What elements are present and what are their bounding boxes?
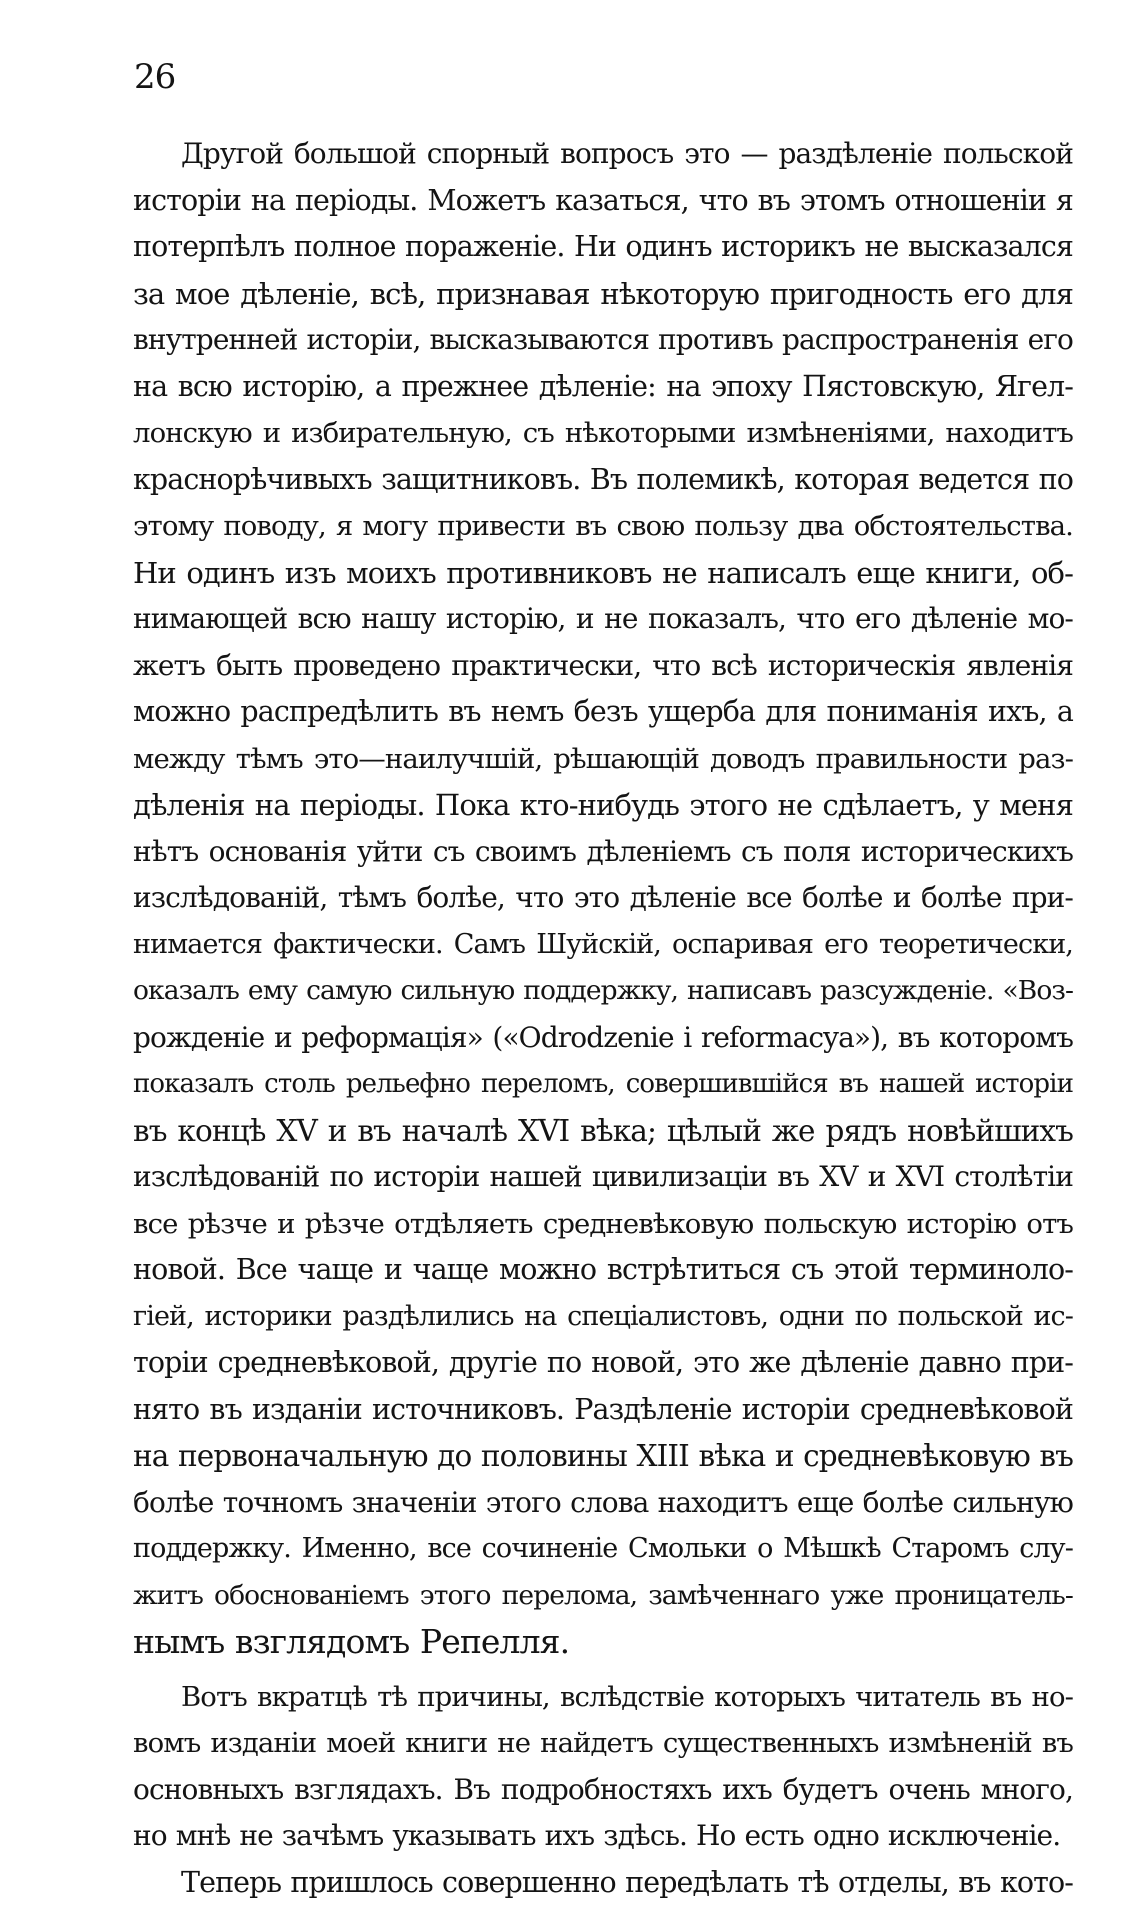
text-line: новой. Все чаще и чаще можно встрѣтиться съ этой терминоло- bbox=[133, 1247, 1073, 1294]
text-line: между тѣмъ это—наилучшій, рѣшающій доводъ правильности раз- bbox=[133, 736, 1073, 783]
text-line: краснорѣчивыхъ защитниковъ. Въ полемикѣ, которая ведется по bbox=[133, 457, 1073, 504]
text-line: въ концѣ XV и въ началѣ XVI вѣка; цѣлый же рядъ новѣйшихъ bbox=[133, 1108, 1073, 1155]
text-line: внутренней исторіи, высказываются противъ распространенія его bbox=[133, 317, 1073, 364]
text-line: дѣленія на періоды. Пока кто-нибудь этого не сдѣлаетъ, у меня bbox=[133, 782, 1073, 829]
text-line: изслѣдованій по исторіи нашей цивилизаціи въ XV и XVI столѣтіи bbox=[133, 1154, 1073, 1201]
text-line: на всю исторію, а прежнее дѣленіе: на эпоху Пястовскую, Ягел- bbox=[133, 364, 1073, 411]
text-line: но мнѣ не зачѣмъ указывать ихъ здѣсь. Но есть одно исключеніе. bbox=[133, 1813, 1073, 1860]
text-line: все рѣзче и рѣзче отдѣляеть средневѣковую польскую исторію отъ bbox=[133, 1201, 1073, 1248]
text-line: нимается фактически. Самъ Шуйскій, оспаривая его теоретически, bbox=[133, 922, 1073, 969]
paragraph-gap bbox=[133, 1666, 1073, 1674]
text-line: гіей, историки раздѣлились на спеціалистовъ, одни по польской ис- bbox=[133, 1294, 1073, 1341]
text-line: потерпѣлъ полное пораженіе. Ни одинъ историкъ не высказался bbox=[133, 224, 1073, 271]
text-line: поддержку. Именно, все сочиненіе Смольки о Мѣшкѣ Старомъ слу- bbox=[133, 1526, 1073, 1573]
body-text bbox=[133, 131, 1073, 1906]
text-line: изслѣдованій, тѣмъ болѣе, что это дѣленіе все болѣе и болѣе при- bbox=[133, 875, 1073, 922]
text-line: торіи средневѣковой, другіе по новой, это же дѣленіе давно при- bbox=[133, 1340, 1073, 1387]
text-line: за мое дѣленіе, всѣ, признавая нѣкоторую пригодность его для bbox=[133, 271, 1073, 318]
text-line: этому поводу, я могу привести въ свою пользу два обстоятельства. bbox=[133, 503, 1073, 550]
page-number: 26 bbox=[134, 60, 175, 94]
text-line: вомъ изданіи моей книги не найдетъ существенныхъ измѣненій въ bbox=[133, 1720, 1073, 1767]
text-line: исторіи на періоды. Можетъ казаться, что въ этомъ отношеніи я bbox=[133, 178, 1073, 225]
text-line: жетъ быть проведено практически, что всѣ историческія явленія bbox=[133, 643, 1073, 690]
text-line: Другой большой спорный вопросъ это — раздѣленіе польской bbox=[133, 131, 1073, 178]
text-line: Теперь пришлось совершенно передѣлать тѣ отделы, въ кото- bbox=[133, 1860, 1073, 1906]
text-line: основныхъ взглядахъ. Въ подробностяхъ ихъ будетъ очень много, bbox=[133, 1767, 1073, 1814]
text-line: нимающей всю нашу исторію, и не показалъ, что его дѣленіе мо- bbox=[133, 596, 1073, 643]
text-line: рожденіе и реформація» («Odrodzenie i reformacya»), въ которомъ bbox=[133, 1015, 1073, 1062]
text-line: нѣтъ основанія уйти съ своимъ дѣленіемъ съ поля историческихъ bbox=[133, 829, 1073, 876]
text-line: нято въ изданіи источниковъ. Раздѣленіе исторіи средневѣковой bbox=[133, 1387, 1073, 1434]
text-line: нымъ взглядомъ Репелля. bbox=[133, 1619, 1073, 1666]
text-line: оказалъ ему самую сильную поддержку, написавъ разсужденіе. «Воз- bbox=[133, 968, 1073, 1015]
paragraph-1 bbox=[133, 131, 1073, 1666]
text-line: Вотъ вкратцѣ тѣ причины, вслѣдствіе которыхъ читатель въ но- bbox=[133, 1674, 1073, 1721]
text-line: можно распредѣлить въ немъ безъ ущерба для пониманія ихъ, а bbox=[133, 689, 1073, 736]
paragraph-2 bbox=[133, 1674, 1073, 1860]
paragraph-3 bbox=[133, 1860, 1073, 1906]
text-line: на первоначальную до половины XIII вѣка и средневѣковую въ bbox=[133, 1433, 1073, 1480]
text-line: Ни одинъ изъ моихъ противниковъ не написалъ еще книги, об- bbox=[133, 550, 1073, 597]
text-line: лонскую и избирательную, съ нѣкоторыми измѣненіями, находитъ bbox=[133, 410, 1073, 457]
text-line: показалъ столь рельефно переломъ, совершившійся въ нашей исторіи bbox=[133, 1061, 1073, 1108]
text-line: житъ обоснованіемъ этого перелома, замѣченнаго уже проницатель- bbox=[133, 1573, 1073, 1620]
text-line: болѣе точномъ значеніи этого слова находитъ еще болѣе сильную bbox=[133, 1480, 1073, 1527]
